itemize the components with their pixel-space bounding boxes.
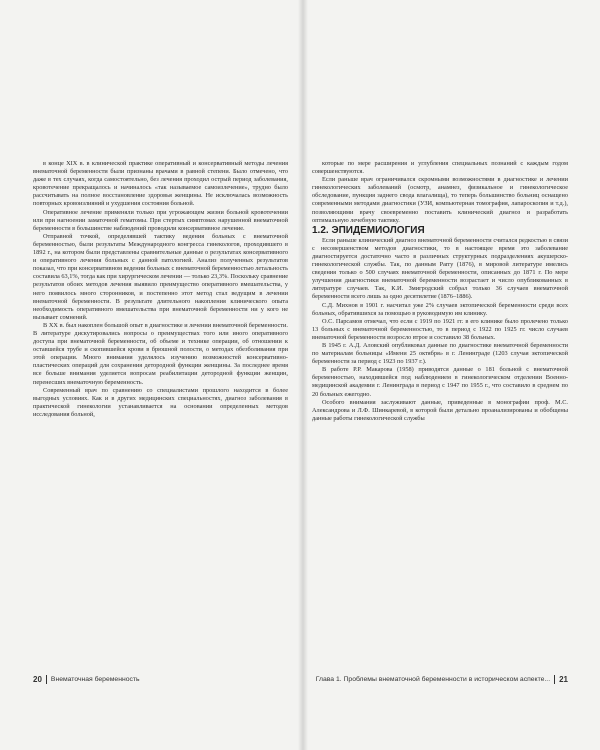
left-paragraph: Отправной точкой, определявшей тактику ведения больных с внематочной беременностью, были результаты Международного конгресса гинекологов, проходившего в 1892 г., на котором были представлены сравнительные данные о результатах консервативного и оперативного лечения больных с данной патологией. Анализ полученных результатов показал, что при консервативном ведении больных с внематочной беременностью летальность составила 63,1%, тогда как при хирургическом лечении — только 23,3%. Поскольку сравнение результатов обоих методов лечения выявило преимущество оперативного вмешательства, у него появилось много сторонников, и постепенно этот метод стал ведущим в лечении внематочной беременности. В результате длительного накопления клинического опыта необходимость оперативного вмешательства при внематочной беременности ни у кого не вызывает сомнений. bbox=[33, 232, 288, 321]
left-paragraph: Оперативное лечение применяли только при угрожающем жизни больной кровотечении или при нагноении заматочной гематомы. При стертых симптомах нарушенной внематочной беременности в большинстве наблюдений проводили консервативное лечение. bbox=[33, 208, 288, 232]
running-title: Глава 1. Проблемы внематочной беременности в историческом аспекте... bbox=[315, 676, 551, 683]
footer-divider bbox=[46, 675, 47, 684]
page-gutter bbox=[298, 0, 308, 750]
left-page-body bbox=[33, 160, 288, 419]
right-paragraph: Особого внимания заслуживают данные, приведенные в монографии проф. М.С. Александрова и Л.Ф. Шинкаревой, в которой были детально проанализированы и обобщены данные работы гинекологической службы bbox=[312, 398, 568, 422]
left-paragraph: в конце XIX в. в клинической практике оперативный и консервативный методы лечения внематочной беременности были признаны врачами в равной степени. Было отмечено, что даже в тех случаях, когда самостоятельно, без лечения проходил острый период заболевания, кровотечение прекращалось и начиналось «так называемое самоизлечение», трудно было рассчитывать на полное восстановление здоровья женщины. Не исключалась возможность повторных кровоизлияний и ухудшения состояния больной. bbox=[33, 160, 288, 208]
footer-divider bbox=[554, 675, 555, 684]
left-paragraph: В XX в. был накоплен большой опыт в диагностике и лечении внематочной беременности. В литературе дискутировались вопросы о преимуществах того или иного оперативного доступа при внематочной беременности, об объеме и технике операции, об отношении к оставшейся трубе и скопившейся крови в брюшной полости, о методах обезболивания при этой операции. Много внимания уделялось изучению возможностей консервативно-пластических операций для сохранения детородной функции женщины. За последнее время все больше внимания уделяется вопросам реабилитации детородной функции женщин, перенесших внематочную беременность. bbox=[33, 321, 288, 386]
page-number: 20 bbox=[33, 675, 42, 684]
right-paragraph: которые по мере расширения и углубления специальных познаний с каждым годом совершенствуются. bbox=[312, 160, 568, 176]
left-page-footer bbox=[33, 675, 140, 684]
right-paragraph: Если раньше врач ограничивался скромными возможностями в диагностике и лечении гинекологических заболеваний (осмотр, анамнез, физикальное и гинекологическое обследование, пункция заднего свода влагалища), то теперь большинство больниц оснащено современными методами диагностики (УЗИ, компьютерная томография, лапароскопия и т.д.), позволяющими врачу своевременно поставить клинический диагноз и разработать оптимальную лечебную тактику. bbox=[312, 176, 568, 224]
right-page-body bbox=[312, 160, 568, 423]
right-paragraph: Если раньше клинический диагноз внематочной беременности считался редкостью в связи с несовершенством методов диагностики, то в настоящее время это заболевание диагностируется достаточно часто в различных структурных подразделениях акушерско-гинекологической службы. Так, по данным Parry (1876), в мировой литературе имелись сведения только о 500 случаях внематочной беременности, описанных до 1871 г. По мере улучшения диагностики внематочной беременности возрастает и число опубликованных в литературе случаев. Так, К.И. Змигродский собрал только 36 случаев внематочной беременности всего лишь за одно десятилетие (1876–1886). bbox=[312, 236, 568, 301]
section-heading: 1.2. ЭПИДЕМИОЛОГИЯ bbox=[312, 224, 425, 236]
right-paragraph: С.Д. Михнов в 1901 г. насчитал уже 2% случаев эктопической беременности среди всех больных, обратившихся за помощью в руководимую им клинику. bbox=[312, 301, 568, 317]
right-paragraph: О.С. Парсамов отмечал, что если с 1919 по 1921 гг. в его клинике было пролечено только 13 больных с внематочной беременностью, то в период с 1922 по 1925 гг. число случаев внематочной беременности возросло втрое и составило 38 больных. bbox=[312, 317, 568, 341]
right-paragraph: В работе Р.Р. Макарова (1958) приводятся данные о 181 больной с внематочной беременностью, находившейся под наблюдением в гинекологическом отделении Военно-медицинской академии г. Ленинграда в период с 1947 по 1955 г., что составило в среднем по 20 больных ежегодно. bbox=[312, 366, 568, 398]
right-page-footer bbox=[316, 675, 568, 684]
page-number: 21 bbox=[559, 675, 568, 684]
running-title: Внематочная беременность bbox=[50, 676, 140, 683]
right-paragraph: В 1945 г. А.Д. Аловский опубликовал данные по диагностике внематочной беременности по материалам больницы «Имени 25 октября» в г. Ленинграде (1203 случая эктопической беременности за период с 1923 по 1937 г.). bbox=[312, 341, 568, 366]
left-paragraph: Современный врач по сравнению со специалистами прошлого находится в более выгодных условиях. Как и в других медицинских специальностях, диагноз заболевания в практической гинекологии устанавливается на основании определенных методов исследования больной, bbox=[33, 386, 288, 418]
